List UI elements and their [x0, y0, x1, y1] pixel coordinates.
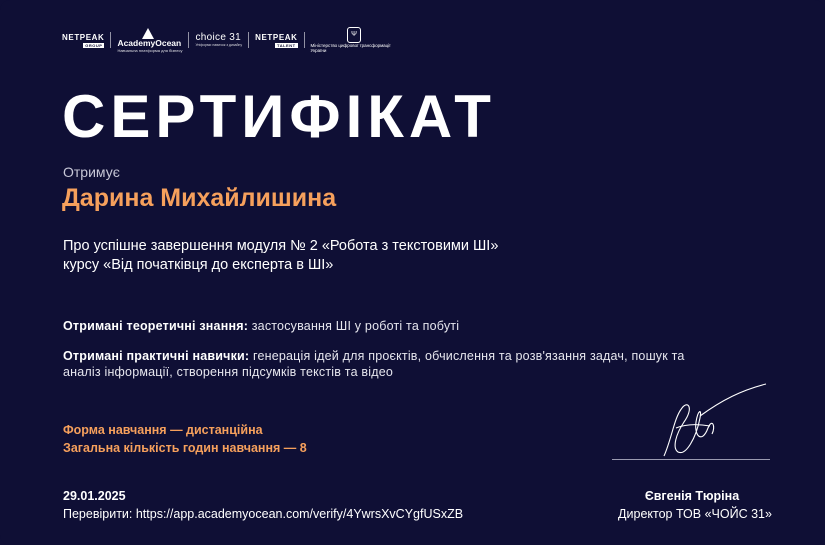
- knowledge-label: Отримані теоретичні знання:: [63, 319, 249, 333]
- choice31-logo-sub: Уніформи навичок з дизайну: [195, 42, 243, 47]
- signature-line: [612, 459, 770, 460]
- ministry-logo-text: Міністерство цифрової трансформації України: [310, 42, 391, 53]
- choice31-logo-text: choice 31: [195, 31, 241, 43]
- issue-date: 29.01.2025: [63, 489, 126, 503]
- knowledge-value: застосування ШІ у роботі та побуті: [248, 319, 460, 333]
- receives-label: Отримує: [63, 164, 120, 180]
- skills-label: Отримані практичні навички:: [63, 349, 250, 363]
- recipient-name: Дарина Михайлишина: [62, 184, 337, 212]
- academy-ocean-logo: [117, 28, 182, 53]
- netpeak-talent-logo-sub: TALENT: [277, 42, 296, 48]
- verify-link[interactable]: Перевірити: https://app.academyocean.com/verify/4YwrsXvCYgfUSxZB: [63, 507, 464, 521]
- choice31-logo: [195, 33, 242, 48]
- completion-module-line: Про успішне завершення модуля № 2 «Робота з текстовими ШІ»: [63, 238, 499, 254]
- study-info: [63, 421, 307, 457]
- logo-divider: [110, 32, 111, 48]
- completion-course-line: курсу «Від початківця до експерта в ШІ»: [63, 257, 334, 273]
- practical-skills: [63, 348, 703, 380]
- partner-logos: [62, 29, 409, 51]
- theoretical-knowledge: [63, 318, 703, 335]
- signatory-role: Директор ТОВ «ЧОЙС 31»: [618, 507, 772, 521]
- signature-image: [612, 378, 772, 460]
- trident-icon: Ψ: [347, 27, 361, 43]
- signatory-name: Євгенія Тюріна: [644, 489, 740, 503]
- academy-ocean-logo-text: AcademyOcean: [117, 37, 182, 48]
- logo-divider: [304, 32, 305, 48]
- netpeak-talent-logo: [255, 33, 297, 48]
- logo-divider: [188, 32, 189, 48]
- certificate-title: СЕРТИФІКАТ: [62, 83, 496, 150]
- netpeak-group-logo-text: NETPEAK: [62, 32, 105, 42]
- academy-ocean-icon: [142, 28, 154, 39]
- study-form: Форма навчання — дистанційна: [63, 423, 263, 437]
- total-hours: Загальна кількість годин навчання — 8: [63, 441, 307, 455]
- netpeak-group-logo: [62, 33, 104, 48]
- academy-ocean-logo-sub: Навчальна платформа для бізнесу: [117, 47, 183, 53]
- completion-statement: [63, 237, 683, 275]
- netpeak-group-logo-sub: GROUP: [85, 42, 103, 48]
- logo-divider: [248, 32, 249, 48]
- ministry-logo: [311, 27, 403, 54]
- netpeak-talent-logo-text: NETPEAK: [255, 32, 298, 42]
- skills-value: генерація ідей для проєктів, обчислення та розв'язання задач, пошук та аналіз інформації, створення підсумків текстів та відео: [63, 349, 685, 379]
